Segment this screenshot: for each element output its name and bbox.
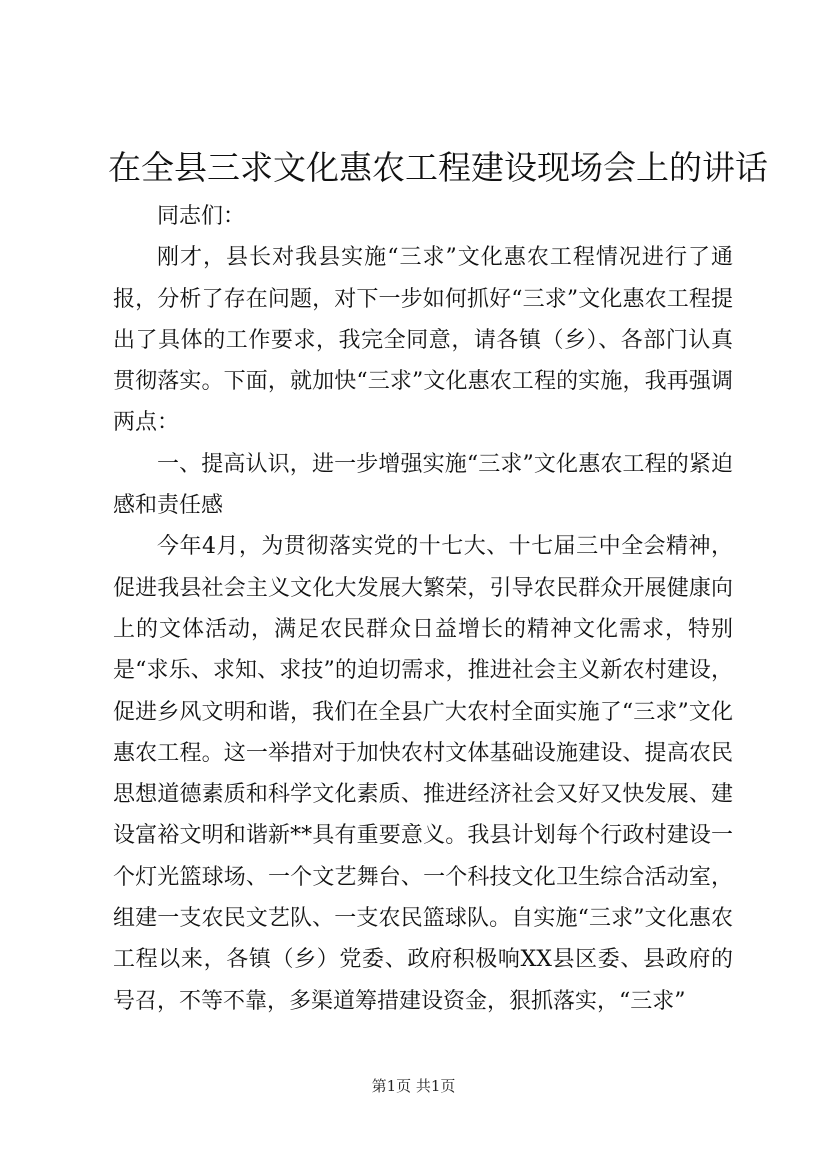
section-heading: 一、提高认识，进一步增强实施“三求”文化惠农工程的紧迫感和责任感 — [113, 451, 733, 519]
page-footer: 第1页 共1页 — [371, 1077, 456, 1095]
document-title: 在全县三求文化惠农工程建设现场会上的讲话 — [108, 148, 768, 187]
salutation-paragraph: 同志们： — [157, 204, 246, 229]
body-paragraph: 今年4月，为贯彻落实党的十七大、十七届三中全会精神，促进我县社会主义文化大发展大繁荣，引导农民群众开展健康向上的文体活动，满足农民群众日益增长的精神文化需求，特别是“求乐、求知、求技”的迫切需求，推进社会主义新农村建设，促进乡风文明和谐，我们在全县广大农村全面实施了“三求”文化惠农工程。这一举措对于加快农村文体基础设施建设、提高农民思想道德素质和科学文化素质、推进经济社会又好又快发展、建设富裕文明和谐新**具有重要意义。我县计划每个行政村建设一个灯光篮球场、一个文艺舞台、一个科技文化卫生综合活动室，组建一支农民文艺队、一支农民篮球队。自实施“三求”文化惠农工程以来，各镇（乡）党委、政府积极响XX县区委、县政府的号召，不等不靠，多渠道筹措建设资金，狠抓落实，“三求” — [113, 534, 733, 1014]
document-body — [113, 196, 733, 1022]
intro-paragraph: 刚才，县长对我县实施“三求”文化惠农工程情况进行了通报，分析了存在问题，对下一步如何抓好“三求”文化惠农工程提出了具体的工作要求，我完全同意，请各镇（乡）、各部门认真贯彻落实。下面，就加快“三求”文化惠农工程的实施，我再强调两点： — [113, 245, 733, 436]
